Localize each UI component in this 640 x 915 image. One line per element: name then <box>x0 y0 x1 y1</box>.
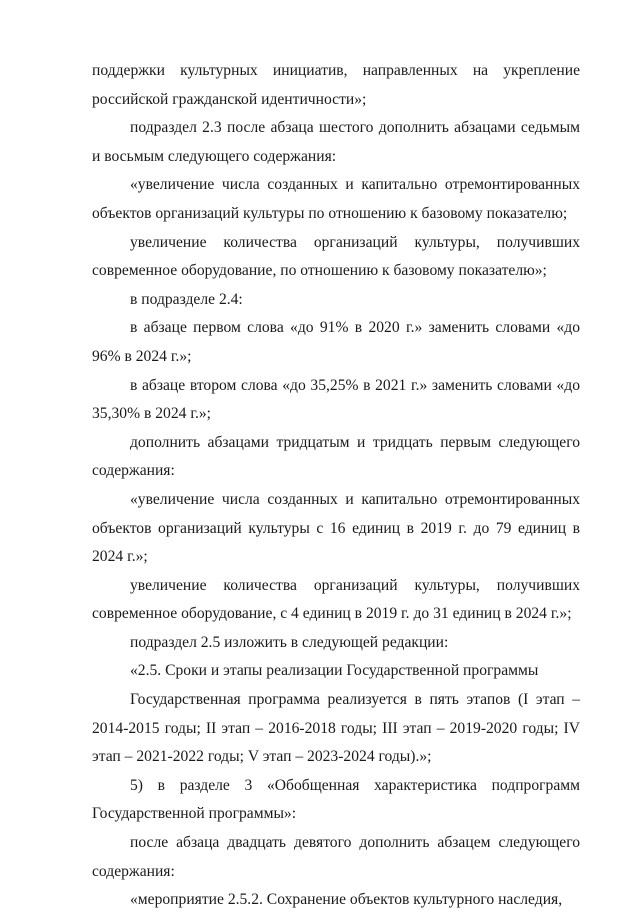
paragraph: в абзаце втором слова «до 35,25% в 2021 г.» заменить словами «до 35,30% в 2024 г.»; <box>92 376 580 423</box>
paragraph: после абзаца двадцать девятого дополнить абзацем следующего содержания: <box>92 834 580 880</box>
paragraph: поддержки культурных инициатив, направленных на укрепление российской гражданской идентичности»; <box>92 62 580 108</box>
paragraph: дополнить абзацами тридцатым и тридцать первым следующего содержания: <box>92 433 580 480</box>
paragraph: «увеличение числа созданных и капитально отремонтированных объектов организаций культуры по отношению к базовому показателю; <box>92 176 580 222</box>
paragraph: увеличение количества организаций культуры, получивших современное оборудование, по отношению к базовому показателю»; <box>92 233 580 280</box>
paragraph: «увеличение числа созданных и капитально отремонтированных объектов организаций культуры с 16 единиц в 2019 г. до 79 единиц в 2024 г.»; <box>92 490 580 566</box>
document-body <box>92 57 580 915</box>
paragraph: в абзаце первом слова «до 91% в 2020 г.» заменить словами «до 96% в 2024 г.»; <box>92 319 580 365</box>
paragraph: 5) в разделе 3 «Обобщенная характеристика подпрограмм Государственной программы»: <box>92 776 580 823</box>
section-heading: «2.5. Сроки и этапы реализации Государственной программы <box>130 662 539 680</box>
paragraph: Государственная программа реализуется в пять этапов (I этап – 2014-2015 годы; II этап – 2016-2018 годы; III этап – 2019-2020 годы; IV этап – 2021-2022 годы; V этап – 2023-2024 годы).»; <box>92 691 580 766</box>
paragraph: «мероприятие 2.5.2. Сохранение объектов культурного наследия, <box>130 891 563 909</box>
paragraph: подраздел 2.5 изложить в следующей редакции: <box>130 633 449 651</box>
paragraph: увеличение количества организаций культуры, получивших современное оборудование, с 4 единиц в 2019 г. до 31 единиц в 2024 г.»; <box>92 576 580 623</box>
paragraph: в подразделе 2.4: <box>130 290 243 308</box>
paragraph: подраздел 2.3 после абзаца шестого дополнить абзацами седьмым и восьмым следующего содержания: <box>92 119 580 165</box>
